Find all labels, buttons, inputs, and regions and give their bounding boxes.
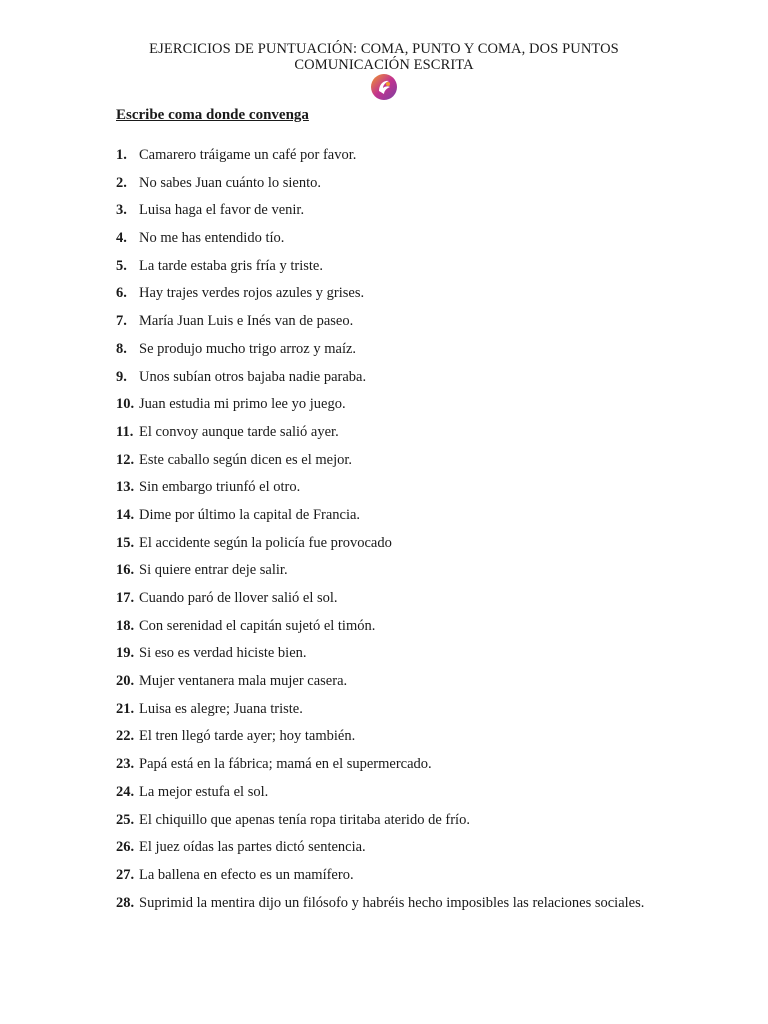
exercise-number: 25.: [116, 811, 135, 828]
exercise-number: 14.: [116, 506, 135, 523]
exercise-item: [116, 229, 646, 257]
exercise-number: 8.: [116, 340, 127, 357]
exercise-text: Papá está en la fábrica; mamá en el supermercado.: [139, 756, 432, 773]
exercise-item: [116, 561, 646, 589]
document-title: EJERCICIOS DE PUNTUACIÓN: COMA, PUNTO Y COMA, DOS PUNTOS: [149, 41, 619, 57]
exercise-text: Se produjo mucho trigo arroz y maíz.: [139, 340, 357, 357]
exercise-item: [116, 506, 646, 534]
exercise-number: 22.: [116, 728, 135, 745]
exercise-number: 7.: [116, 313, 127, 330]
exercise-item: [116, 589, 646, 617]
exercise-number: 28.: [116, 894, 135, 911]
document-header: [0, 41, 768, 73]
exercise-item: [116, 201, 646, 229]
exercise-item: [116, 395, 646, 423]
exercise-text: Suprimid la mentira dijo un filósofo y habréis hecho imposibles las relaciones sociales.: [139, 894, 645, 911]
exercise-item: [116, 727, 646, 755]
exercise-text: Si eso es verdad hiciste bien.: [139, 645, 307, 662]
exercise-text: Cuando paró de llover salió el sol.: [139, 590, 338, 606]
exercise-item: [116, 755, 646, 783]
exercise-item: [116, 838, 646, 866]
exercise-number: 21.: [116, 700, 135, 717]
exercise-text: Con serenidad el capitán sujetó el timón.: [139, 617, 376, 634]
exercise-number: 11.: [116, 423, 134, 440]
exercise-item: [116, 284, 646, 312]
exercise-text: Hay trajes verdes rojos azules y grises.: [139, 285, 365, 302]
section-heading: Escribe coma donde convenga: [116, 107, 309, 123]
exercise-number: 6.: [116, 285, 127, 302]
exercise-text: Si quiere entrar deje salir.: [139, 562, 288, 579]
exercise-text: Sin embargo triunfó el otro.: [139, 479, 301, 496]
exercise-text: Camarero tráigame un café por favor.: [139, 147, 357, 163]
exercise-item: [116, 811, 646, 839]
exercise-text: Este caballo según dicen es el mejor.: [139, 451, 352, 468]
exercise-number: 5.: [116, 257, 127, 274]
exercise-item: [116, 368, 646, 396]
exercise-text: Luisa haga el favor de venir.: [139, 202, 305, 219]
exercise-item: [116, 340, 646, 368]
exercise-number: 9.: [116, 368, 127, 385]
exercise-item: [116, 174, 646, 202]
exercise-number: 2.: [116, 174, 127, 191]
exercise-item: [116, 866, 646, 894]
exercise-number: 24.: [116, 783, 135, 800]
exercise-number: 19.: [116, 645, 135, 662]
exercise-list: [116, 146, 646, 913]
exercise-number: 26.: [116, 839, 135, 856]
exercise-item: [116, 146, 646, 174]
exercise-item: [116, 451, 646, 479]
exercise-item: [116, 700, 646, 728]
exercise-text: Dime por último la capital de Francia.: [139, 506, 361, 523]
exercise-item: [116, 783, 646, 811]
exercise-text: Luisa es alegre; Juana triste.: [139, 700, 303, 717]
exercise-number: 13.: [116, 479, 135, 496]
exercise-number: 1.: [116, 147, 127, 163]
exercise-number: 10.: [116, 396, 135, 413]
exercise-number: 12.: [116, 451, 135, 468]
exercise-text: Juan estudia mi primo lee yo juego.: [139, 396, 346, 413]
exercise-text: María Juan Luis e Inés van de paseo.: [139, 313, 354, 330]
exercise-number: 16.: [116, 562, 135, 579]
exercise-item: [116, 257, 646, 285]
exercise-text: El chiquillo que apenas tenía ropa tiritaba aterido de frío.: [139, 811, 470, 828]
exercise-number: 4.: [116, 230, 127, 247]
exercise-item: [116, 312, 646, 340]
exercise-text: No me has entendido tío.: [139, 230, 285, 247]
exercise-item: [116, 534, 646, 562]
brand-logo-icon: [370, 73, 398, 101]
exercise-text: No sabes Juan cuánto lo siento.: [139, 174, 322, 191]
exercise-text: La tarde estaba gris fría y triste.: [139, 257, 323, 274]
exercise-item: [116, 672, 646, 700]
exercise-item: [116, 644, 646, 672]
exercise-text: El convoy aunque tarde salió ayer.: [139, 423, 339, 440]
exercise-text: La ballena en efecto es un mamífero.: [139, 866, 354, 883]
exercise-number: 3.: [116, 202, 127, 219]
exercise-text: La mejor estufa el sol.: [139, 783, 269, 800]
exercise-item: [116, 617, 646, 645]
exercise-text: El juez oídas las partes dictó sentencia.: [139, 839, 366, 856]
exercise-text: Mujer ventanera mala mujer casera.: [139, 673, 348, 690]
exercise-item: [116, 478, 646, 506]
exercise-number: 20.: [116, 673, 135, 690]
exercise-number: 15.: [116, 534, 135, 551]
exercise-item: [116, 894, 646, 913]
exercise-number: 27.: [116, 866, 135, 883]
exercise-text: Unos subían otros bajaba nadie paraba.: [139, 368, 367, 385]
exercise-number: 17.: [116, 590, 135, 606]
exercise-number: 23.: [116, 756, 135, 773]
exercise-number: 18.: [116, 617, 135, 634]
exercise-text: El accidente según la policía fue provocado: [139, 534, 392, 551]
exercise-text: El tren llegó tarde ayer; hoy también.: [139, 728, 356, 745]
document-subtitle: COMUNICACIÓN ESCRITA: [294, 57, 474, 73]
exercise-item: [116, 423, 646, 451]
